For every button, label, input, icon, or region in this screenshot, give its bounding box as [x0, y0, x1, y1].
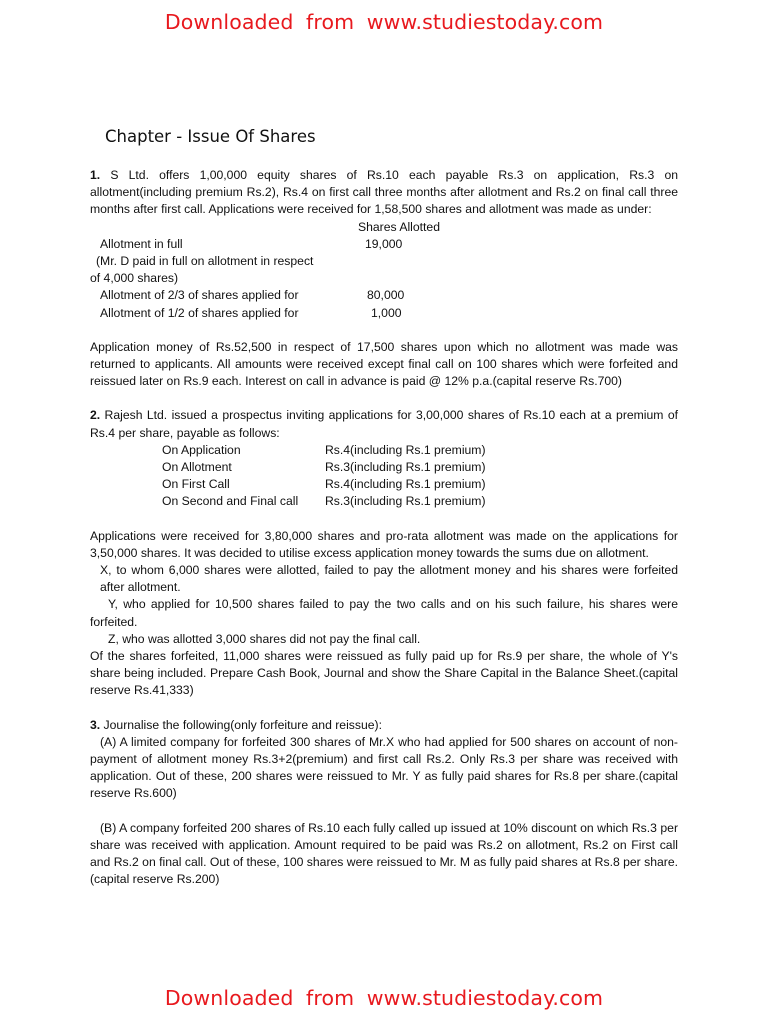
table-row: [90, 287, 678, 304]
column-header: Shares Allotted: [358, 219, 440, 234]
question-2-paragraph: Y, who applied for 10,500 shares failed to pay the two calls and on his such failure, his shares were forfeited.: [90, 597, 678, 629]
question-number: 1.: [90, 168, 101, 182]
schedule-value: Rs.3(including Rs.1 premium): [325, 494, 486, 509]
schedule-label: On First Call: [162, 477, 230, 492]
question-2-paragraph: X, to whom 6,000 shares were allotted, failed to pay the allotment money and his shares were forfeited after allotment.: [100, 562, 678, 595]
row-label: of 4,000 shares): [90, 271, 179, 286]
schedule-label: On Second and Final call: [162, 494, 299, 509]
schedule-label: On Allotment: [162, 459, 232, 474]
question-1-closing: Application money of Rs.52,500 in respect of 17,500 shares upon which no allotment was made was returned to applicants. All amounts were received except final call on 100 shares which were forfeited and reissued later on Rs.9 each. Interest on call in advance is paid @ 12% p.a.(capital reserve Rs.700): [90, 339, 678, 389]
schedule-value: Rs.4(including Rs.1 premium): [325, 477, 486, 492]
schedule-label: On Application: [162, 442, 241, 457]
question-number: 2.: [90, 408, 101, 423]
schedule-row: [90, 459, 678, 476]
question-1-intro: [90, 167, 678, 219]
table-row: [90, 236, 678, 253]
question-text: S Ltd. offers 1,00,000 equity shares of Rs.10 each payable Rs.3 on application, Rs.3 on allotment(including premium Rs.2), Rs.4 on first call three months after allotment and Rs.2 on final call three months after first call. Applications were received for 1,58,500 shares and allotment was made as under:: [90, 168, 678, 217]
question-2-paragraph: Z, who was allotted 3,000 shares did not pay the final call.: [108, 631, 421, 646]
question-text: Rajesh Ltd. issued a prospectus inviting applications for 3,00,000 shares of Rs.10 each at a premium of Rs.4 per share, payable as follows:: [90, 408, 678, 440]
schedule-row: [90, 493, 678, 510]
question-3-part-a: (A) A limited company for forfeited 300 shares of Mr.X who had applied for 500 shares on account of non-payment of allotment money Rs.3+2(premium) and first call Rs.2. Only Rs.3 per share was received with application. Out of these, 200 shares were reissued to Mr. Y as fully paid shares for Rs.8 per share.(capital reserve Rs.600): [90, 734, 678, 801]
question-number: 3.: [90, 717, 101, 732]
table-row: [90, 270, 678, 287]
schedule-row: [90, 476, 678, 493]
question-3-intro: [90, 717, 678, 734]
row-value: 1,000: [371, 305, 402, 320]
question-3-part-b: (B) A company forfeited 200 shares of Rs.10 each fully called up issued at 10% discount on which Rs.3 per share was received with application. Amount required to be paid was Rs.2 on allotment, Rs.2 on First call and Rs.2 on final call. Out of these, 100 shares were reissued to Mr. M as fully paid shares at Rs.8 per share.(capital reserve Rs.200): [90, 820, 678, 887]
payment-schedule: [90, 442, 678, 511]
table-row: [90, 253, 678, 270]
row-label: Allotment of 2/3 of shares applied for: [100, 288, 299, 303]
question-2-paragraph: Of the shares forfeited, 11,000 shares were reissued as fully paid up for Rs.9 per share, the whole of Y's share being included. Prepare Cash Book, Journal and show the Share Capital in the Balance Sheet.(capital reserve Rs.41,333): [90, 648, 678, 698]
schedule-row: [90, 442, 678, 459]
allotment-table: [90, 219, 678, 322]
schedule-value: Rs.3(including Rs.1 premium): [325, 459, 486, 474]
question-2-intro: [90, 407, 678, 441]
row-label: (Mr. D paid in full on allotment in respect: [96, 253, 314, 268]
row-value: 80,000: [367, 288, 405, 303]
document-body: [90, 167, 678, 888]
question-2-paragraph: Applications were received for 3,80,000 shares and pro-rata allotment was made on the applications for 3,50,000 shares. It was decided to utilise excess application money towards the sums due on allotment.: [90, 528, 678, 560]
row-label: Allotment of 1/2 of shares applied for: [100, 305, 299, 320]
download-banner-bottom: Downloaded from www.studiestoday.com: [164, 986, 604, 1010]
download-banner-top: Downloaded from www.studiestoday.com: [164, 10, 604, 34]
table-row: [90, 305, 678, 322]
chapter-title: Chapter - Issue Of Shares: [105, 127, 316, 146]
row-value: 19,000: [365, 236, 403, 251]
question-text: Journalise the following(only forfeiture and reissue):: [100, 717, 382, 732]
row-label: Allotment in full: [100, 236, 183, 251]
schedule-value: Rs.4(including Rs.1 premium): [325, 442, 486, 457]
